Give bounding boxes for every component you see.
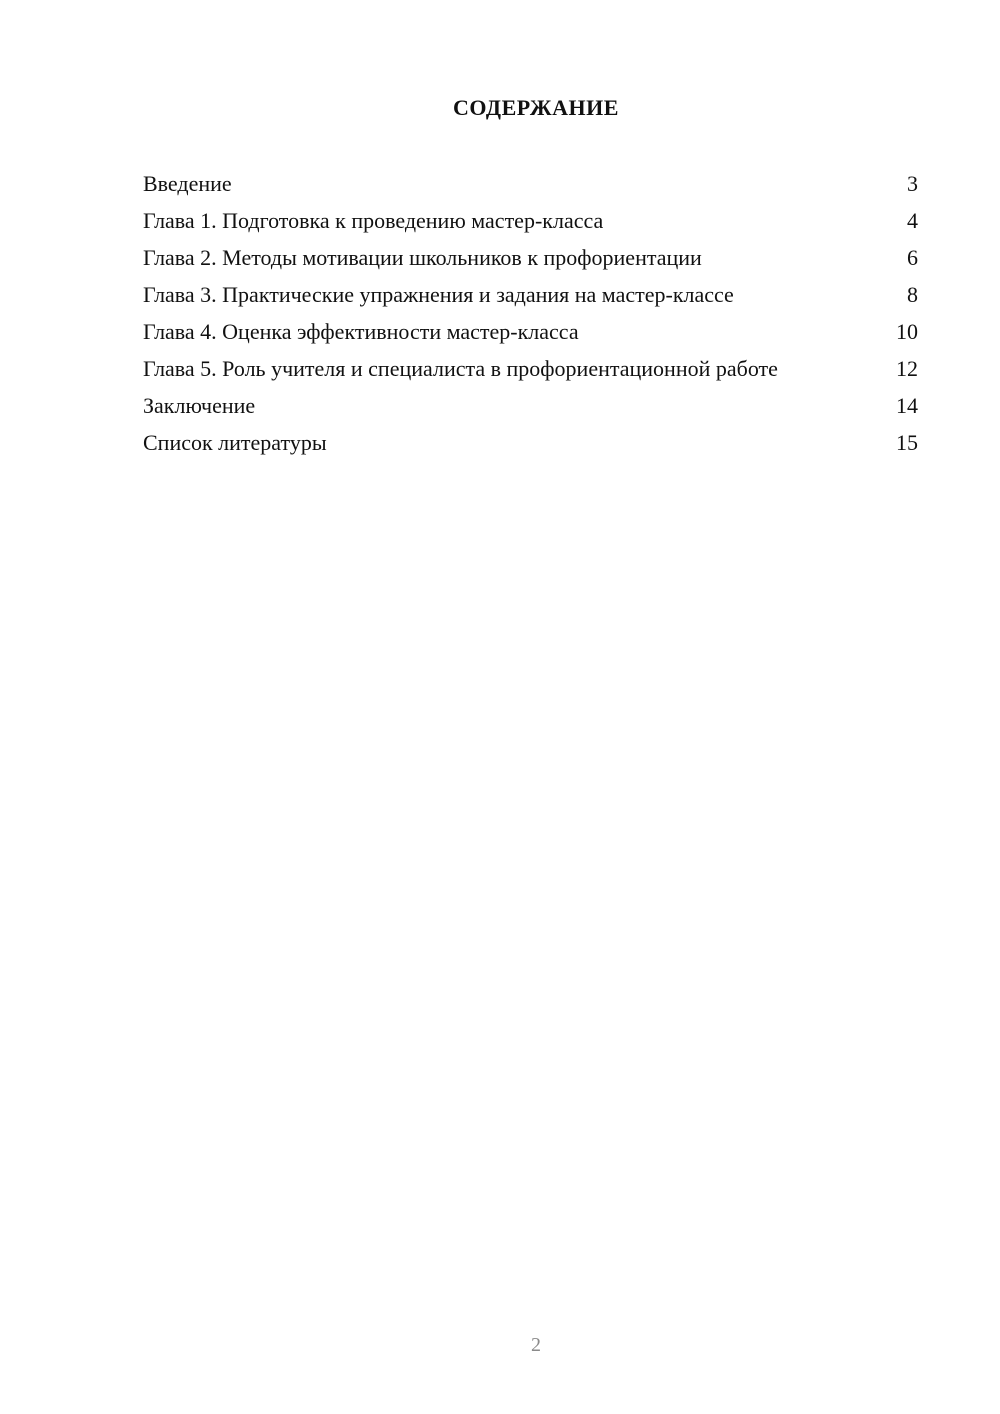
toc-entry-label: Глава 5. Роль учителя и специалиста в профориентационной работе	[143, 356, 778, 381]
toc-entry-label: Заключение	[143, 393, 256, 418]
toc-entry-page: 12	[896, 356, 918, 381]
toc-entry-label: Глава 1. Подготовка к проведению мастер-класса	[143, 208, 604, 233]
toc-entry-label: Глава 2. Методы мотивации школьников к профориентации	[143, 245, 702, 270]
toc-entry-page: 14	[896, 393, 918, 418]
toc-entry-label: Список литературы	[143, 430, 327, 455]
toc-entry-chapter-4	[143, 318, 918, 346]
toc-entry-page: 10	[896, 319, 918, 344]
toc-entry-page: 6	[907, 245, 918, 270]
toc-entry-conclusion	[143, 392, 918, 420]
toc-entry-bibliography	[143, 429, 918, 457]
toc-entry-chapter-1	[143, 207, 918, 235]
toc-entry-page: 3	[907, 171, 918, 196]
toc-entry-chapter-3	[143, 281, 918, 309]
toc-entry-label: Введение	[143, 171, 232, 196]
toc-entry-page: 15	[896, 430, 918, 455]
toc-title: СОДЕРЖАНИЕ	[453, 95, 619, 120]
toc-entry-chapter-2	[143, 244, 918, 272]
toc-entry-label: Глава 4. Оценка эффективности мастер-класса	[143, 319, 579, 344]
toc-list	[143, 170, 918, 466]
toc-entry-chapter-5	[143, 355, 918, 383]
toc-entry-page: 8	[907, 282, 918, 307]
toc-entry-introduction	[143, 170, 918, 198]
toc-entry-page: 4	[907, 208, 918, 233]
page-number: 2	[531, 1334, 541, 1356]
toc-entry-label: Глава 3. Практические упражнения и задания на мастер-классе	[143, 282, 734, 307]
